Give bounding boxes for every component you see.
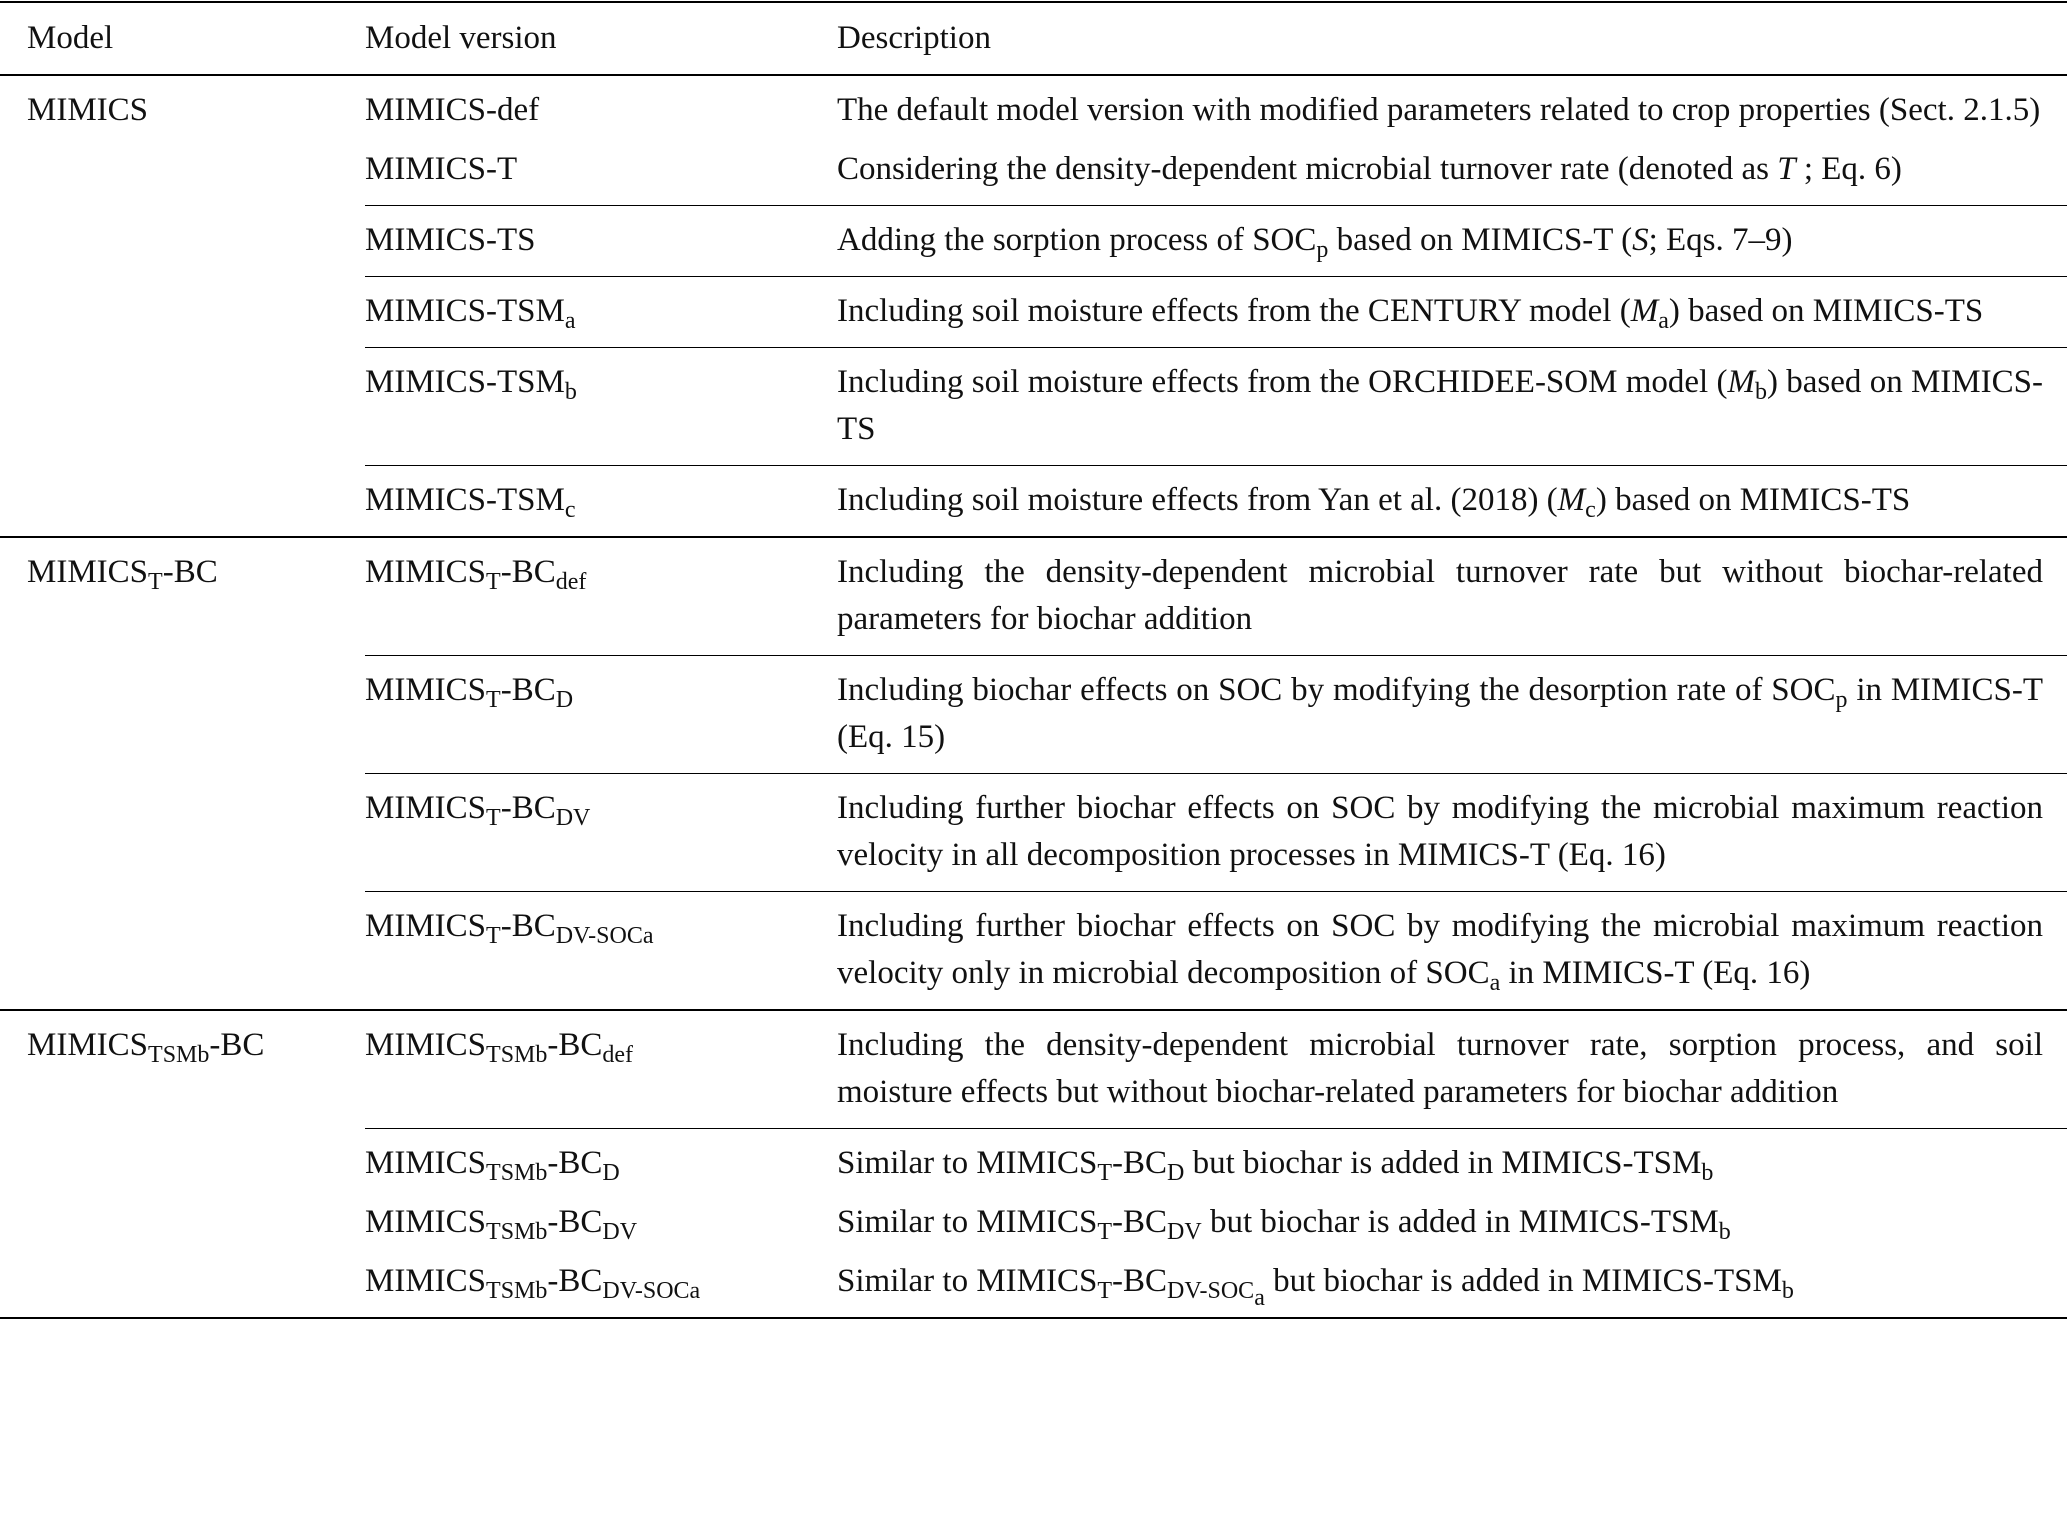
cell-model xyxy=(0,1129,365,1200)
table-row xyxy=(0,656,2067,774)
cell-model-version: $MIMICS_{TSMb}-BC_D$ xyxy=(365,1129,837,1200)
cell-model xyxy=(0,466,365,538)
table-row xyxy=(0,1258,2067,1318)
cell-model xyxy=(0,892,365,1011)
cell-description: Including further biochar effects on SOC by modifying the microbial maximum reaction velocity only in microbial decomposition of $SOC_a$ in MIMICS-T (Eq. 16) xyxy=(837,892,2067,1011)
table-row xyxy=(0,146,2067,206)
table-row xyxy=(0,277,2067,348)
cell-model xyxy=(0,206,365,277)
cell-description: Similar to $MIMICS_T-BC_{DV}$ but biochar is added in MIMICS-$TSM_b$ xyxy=(837,1204,1731,1245)
cell-model xyxy=(0,348,365,466)
cell-description: Similar to $MIMICS_T-BC_D$ but biochar is added in MIMICS-$TSM_b$ xyxy=(837,1129,2067,1200)
table-row xyxy=(0,774,2067,892)
header-model-version: Model version xyxy=(365,2,837,75)
header-row xyxy=(0,2,2067,75)
cell-model xyxy=(0,656,365,774)
cell-model: $MIMICS_T-BC$ xyxy=(0,537,365,656)
table-row xyxy=(0,1129,2067,1200)
cell-description: The default model version with modified parameters related to crop properties (Sect. 2.1.5) xyxy=(837,92,2041,128)
header-model: Model xyxy=(0,2,365,75)
cell-description: Similar to $MIMICS_T-BC_{DV-SOC_a}$ but biochar is added in MIMICS-$TSM_b$ xyxy=(837,1258,2067,1318)
model-versions-table xyxy=(0,1,2067,1319)
cell-model xyxy=(0,1258,365,1318)
cell-description: Including soil moisture effects from Yan et al. (2018) $(M_c)$ based on MIMICS-TS xyxy=(837,466,2067,538)
cell-description: Including biochar effects on SOC by modifying the desorption rate of $SOC_p$ in MIMICS-T (Eq. 15) xyxy=(837,656,2067,774)
cell-description: Adding the sorption process of $SOC_p$ based on MIMICS-T (S; Eqs. 7–9) xyxy=(837,206,2067,277)
table-row xyxy=(0,75,2067,146)
cell-model-version: $MIMICS_T-BC_D$ xyxy=(365,656,837,774)
table-row xyxy=(0,1010,2067,1129)
cell-model-version: MIMICS-$TSM_a$ xyxy=(365,277,837,348)
cell-model-version: $MIMICS_{TSMb}-BC_{def}$ xyxy=(365,1010,837,1129)
cell-model-version: MIMICS-def xyxy=(365,92,540,128)
cell-model-version: $MIMICS_{TSMb}-BC_{DV-SOCa}$ xyxy=(365,1258,837,1318)
cell-model-version: $MIMICS_T-BC_{DV-SOCa}$ xyxy=(365,892,837,1011)
table-row xyxy=(0,537,2067,656)
cell-model-version: MIMICS-TS xyxy=(365,206,837,277)
table-row xyxy=(0,1199,2067,1258)
cell-description: Considering the density-dependent microbial turnover rate (denoted as T ; Eq. 6) xyxy=(837,151,1902,187)
cell-description: Including further biochar effects on SOC by modifying the microbial maximum reaction velocity in all decomposition processes in MIMICS-T (Eq. 16) xyxy=(837,774,2067,892)
cell-description: Including the density-dependent microbial turnover rate, sorption process, and soil moisture effects but without biochar-related parameters for biochar addition xyxy=(837,1010,2067,1129)
cell-model-version: MIMICS-$TSM_b$ xyxy=(365,348,837,466)
table-row xyxy=(0,206,2067,277)
cell-model-version: MIMICS-T xyxy=(365,151,518,187)
cell-model xyxy=(0,146,365,206)
header-description: Description xyxy=(837,2,2067,75)
cell-model xyxy=(0,774,365,892)
table-row xyxy=(0,466,2067,538)
cell-model xyxy=(0,277,365,348)
table-row xyxy=(0,892,2067,1011)
cell-model-version: $MIMICS_T-BC_{def}$ xyxy=(365,537,837,656)
cell-model-version: $MIMICS_T-BC_{DV}$ xyxy=(365,774,837,892)
table-row xyxy=(0,348,2067,466)
cell-model-version: $MIMICS_{TSMb}-BC_{DV}$ xyxy=(365,1204,638,1245)
cell-model: MIMICS xyxy=(27,92,149,128)
cell-model xyxy=(0,1199,365,1258)
cell-description: Including soil moisture effects from the CENTURY model $(M_a)$ based on MIMICS-TS xyxy=(837,277,2067,348)
cell-model-version: MIMICS-$TSM_c$ xyxy=(365,466,837,538)
cell-model: $MIMICS_{TSMb}-BC$ xyxy=(0,1010,365,1129)
cell-description: Including soil moisture effects from the ORCHIDEE-SOM model $(M_b)$ based on MIMICS-TS xyxy=(837,348,2067,466)
cell-description: Including the density-dependent microbial turnover rate but without biochar-related parameters for biochar addition xyxy=(837,537,2067,656)
